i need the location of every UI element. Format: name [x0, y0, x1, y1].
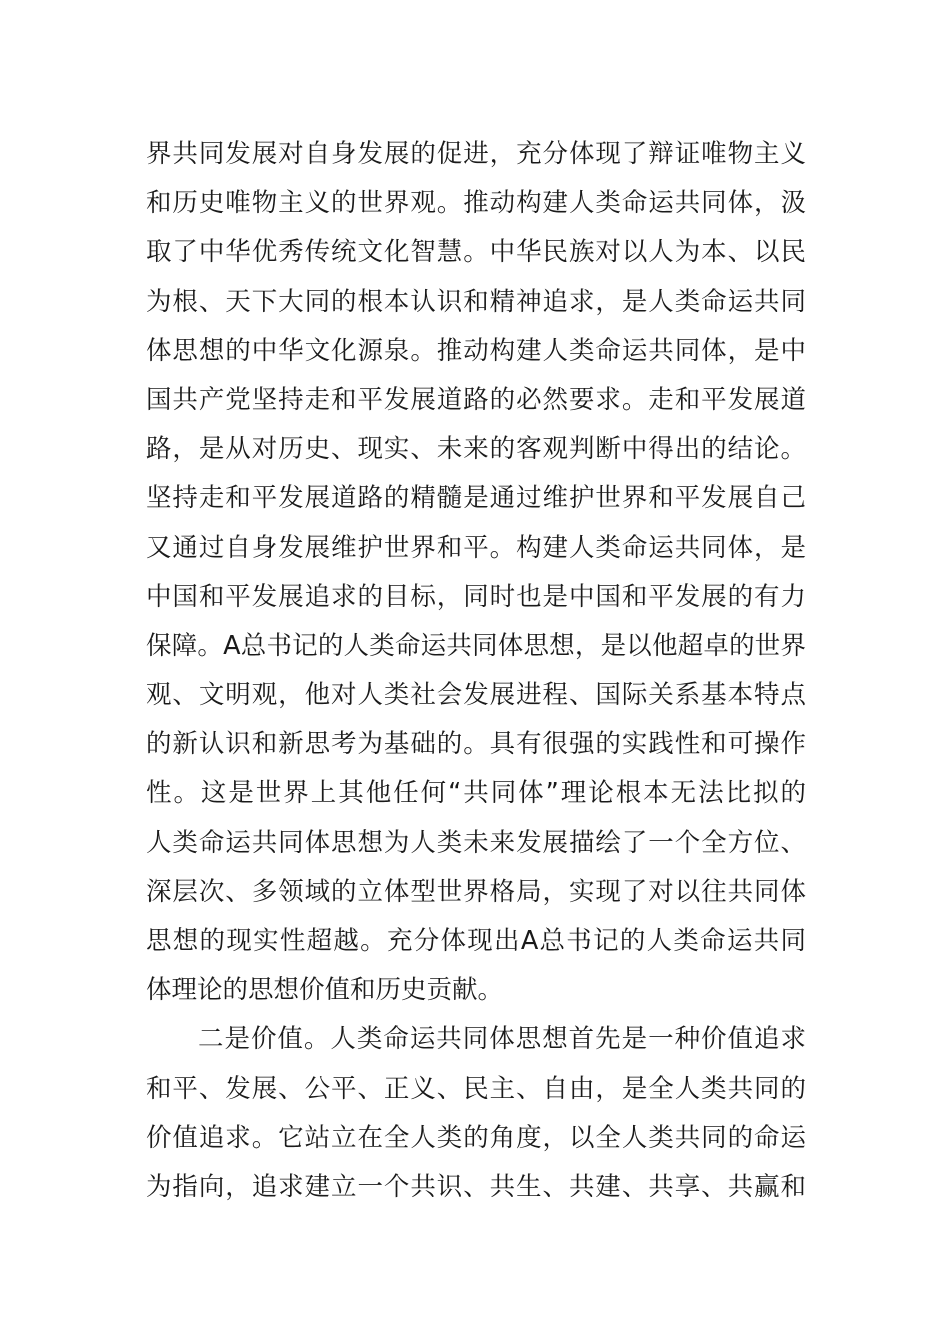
text-line-14: 性。这是世界上其他任何“共同体”理论根本无法比拟的 — [146, 778, 806, 809]
text-line-21: 价值追求。它站立在全人类的角度，以全人类共同的命运 — [146, 1122, 806, 1153]
text-line-5: 体思想的中华文化源泉。推动构建人类命运共同体，是中 — [146, 335, 806, 366]
text-line-7: 路，是从对历史、现实、未来的客观判断中得出的结论。 — [146, 434, 806, 465]
text-line-8: 坚持走和平发展道路的精髓是通过维护世界和平发展自己 — [146, 483, 806, 514]
text-line-17: 思想的现实性超越。充分体现出A总书记的人类命运共同 — [146, 926, 806, 956]
text-line-13: 的新认识和新思考为基础的。具有很强的实践性和可操作 — [146, 729, 806, 760]
text-line-12: 观、文明观，他对人类社会发展进程、国际关系基本特点 — [146, 680, 806, 711]
text-line-3: 取了中华优秀传统文化智慧。中华民族对以人为本、以民 — [146, 237, 806, 268]
text-line-22: 为指向，追求建立一个共识、共生、共建、共享、共赢和 — [146, 1171, 806, 1202]
body-text — [146, 130, 806, 1212]
text-line-1: 界共同发展对自身发展的促进，充分体现了辩证唯物主义 — [146, 139, 806, 169]
text-line-11: 保障。A总书记的人类命运共同体思想，是以他超卓的世界 — [146, 630, 806, 661]
text-line-19: 二是价值。人类命运共同体思想首先是一种价值追求 — [198, 1024, 806, 1055]
text-line-18: 体理论的思想价值和历史贡献。 — [146, 975, 504, 1006]
text-line-6: 国共产党坚持走和平发展道路的必然要求。走和平发展道 — [146, 384, 806, 415]
text-line-16: 深层次、多领域的立体型世界格局，实现了对以往共同体 — [146, 876, 806, 907]
text-line-9: 又通过自身发展维护世界和平。构建人类命运共同体，是 — [146, 532, 806, 563]
text-line-2: 和历史唯物主义的世界观。推动构建人类命运共同体，汲 — [146, 188, 806, 219]
text-line-20: 和平、发展、公平、正义、民主、自由，是全人类共同的 — [146, 1073, 806, 1104]
text-line-4: 为根、天下大同的根本认识和精神追求，是人类命运共同 — [146, 286, 806, 317]
text-line-15: 人类命运共同体思想为人类未来发展描绘了一个全方位、 — [146, 827, 806, 858]
text-line-10: 中国和平发展追求的目标，同时也是中国和平发展的有力 — [146, 581, 806, 612]
